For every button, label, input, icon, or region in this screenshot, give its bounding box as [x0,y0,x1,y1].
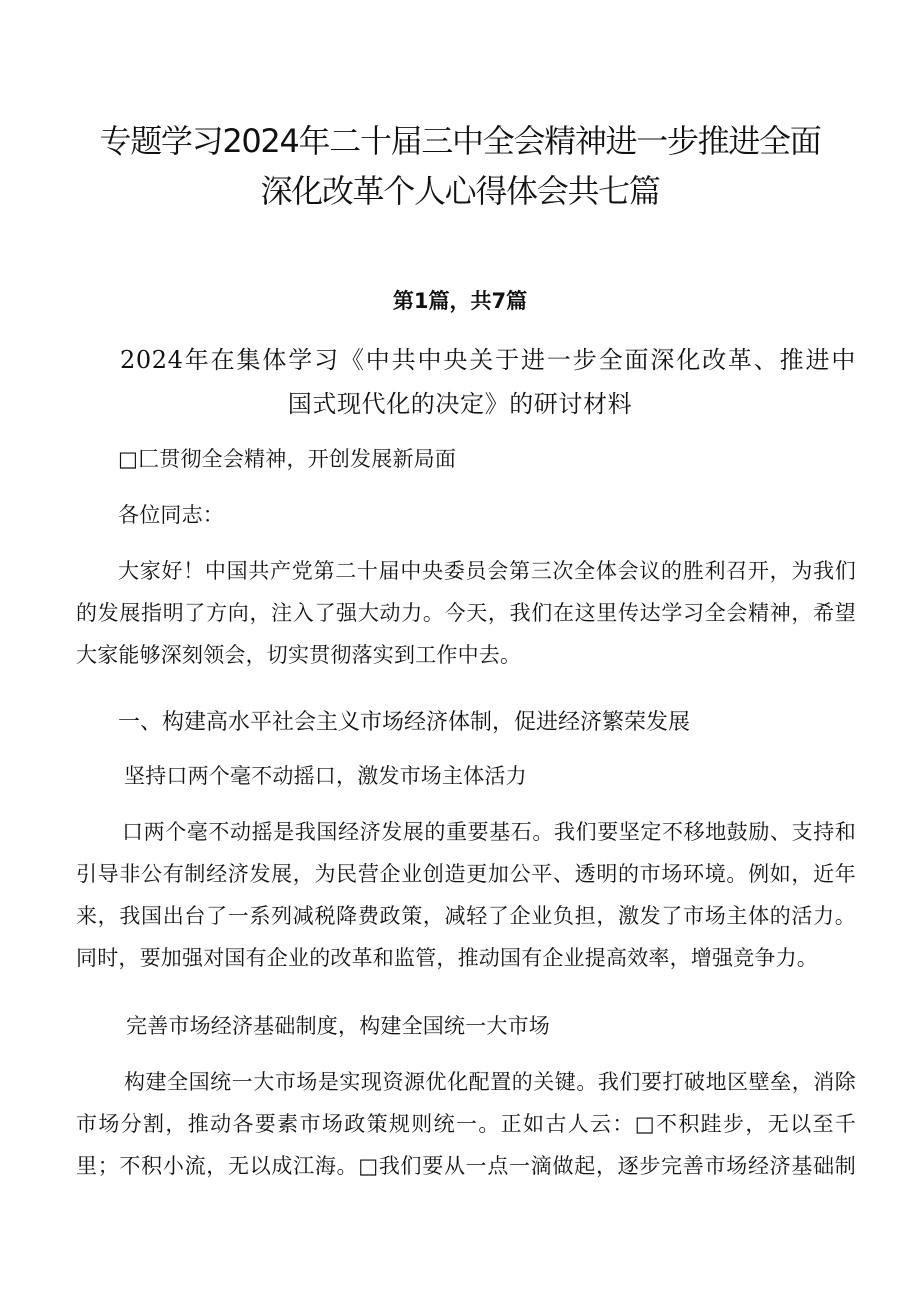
sub1-line-3: 来，我国出台了一系列减税降费政策，减轻了企业负担，激发了市场主体的活力。 [76,904,856,928]
section-heading: 一、构建高水平社会主义市场经济体制，促进经济繁荣发展 [118,710,691,735]
sub1-line-4: 同时，要加强对国有企业的改革和监管，推动国有企业提高效率，增强竞争力。 [76,946,818,970]
subtitle-line-2: 国式现代化的决定》的研讨材料 [287,390,633,418]
subtitle-line-1: 2024年在集体学习《中共中央关于进一步全面深化改革、推进中 [120,346,856,374]
sub2-line-3: 里；不积小流，无以成江海。□我们要从一点一滴做起，逐步完善市场经济基础制 [76,1154,856,1178]
document-title-line-2: 深化改革个人心得体会共七篇 [260,172,660,210]
sub2-line-1: 构建全国统一大市场是实现资源优化配置的关键。我们要打破地区壁垒，消除 [124,1070,856,1094]
part-label: 第1篇，共7篇 [392,289,528,313]
sub2-line-2: 市场分割，推动各要素市场政策规则统一。正如古人云：□不积跬步，无以至千 [76,1112,856,1136]
intro-line-3: 大家能够深刻领会，切实贯彻落实到工作中去。 [76,643,522,667]
subsection-heading-1: 坚持口两个毫不动摇口，激发市场主体活力 [124,764,527,788]
subsection-heading-2: 完善市场经济基础制度，构建全国统一大市场 [126,1014,550,1038]
sub1-line-1: 口两个毫不动摇是我国经济发展的重要基石。我们要坚定不移地鼓励、支持和 [122,820,856,844]
document-title-line-1: 专题学习2024年二十届三中全会精神进一步推进全面 [99,122,821,160]
salutation: 各位同志： [118,503,224,527]
intro-line-2: 的发展指明了方向，注入了强大动力。今天，我们在这里传达学习全会精神，希望 [76,601,856,625]
intro-line-1: 大家好！中国共产党第二十届中央委员会第三次全体会议的胜利召开，为我们 [118,559,856,583]
theme-line: □匚贯彻全会精神，开创发展新局面 [118,447,457,471]
sub1-line-2: 引导非公有制经济发展，为民营企业创造更加公平、透明的市场环境。例如，近年 [76,862,856,886]
